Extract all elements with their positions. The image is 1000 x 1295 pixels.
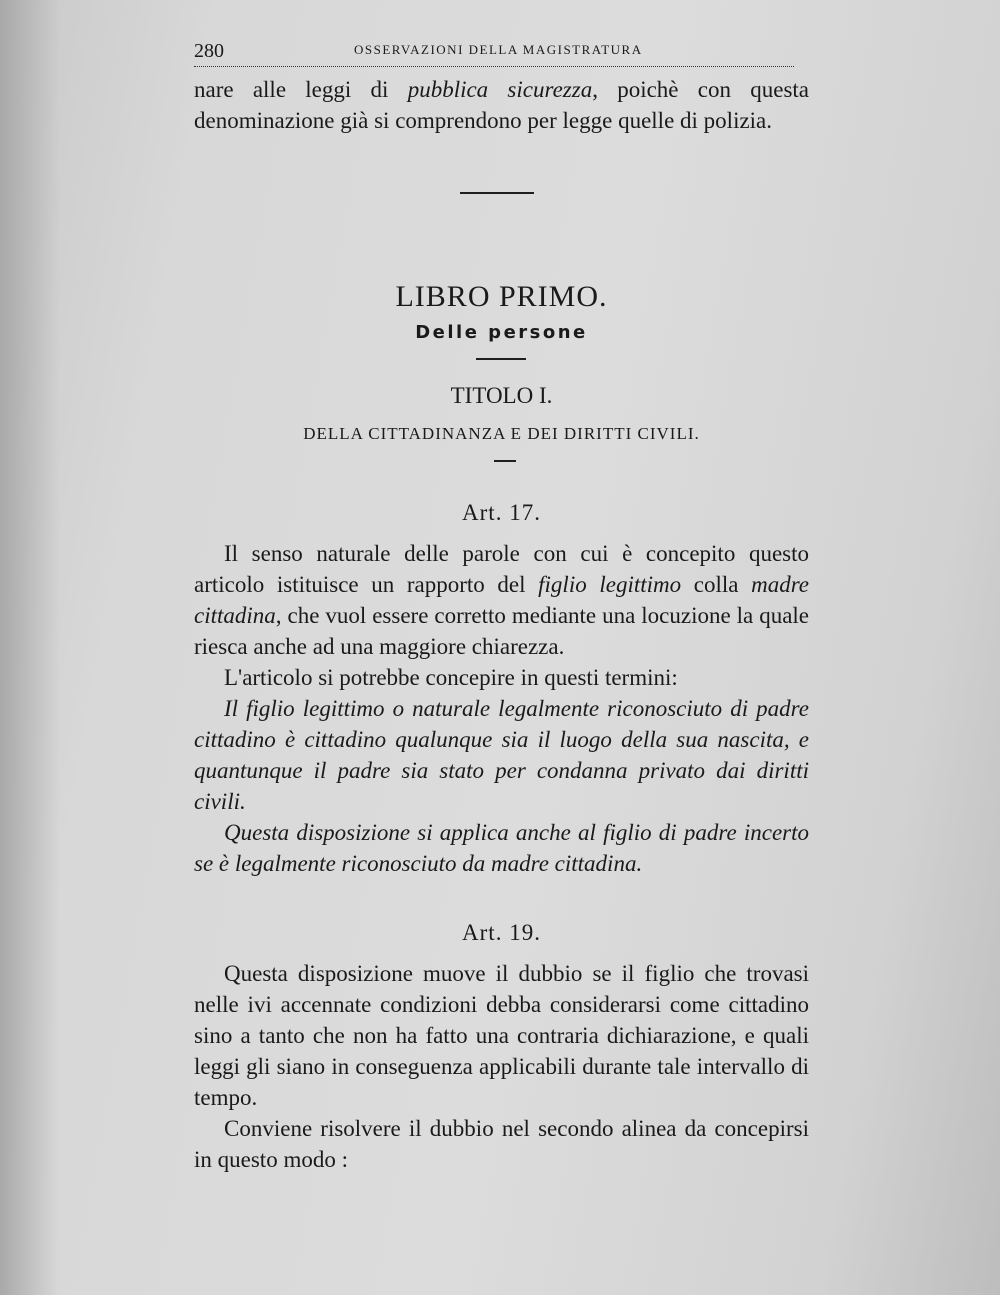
page-number: 280 <box>194 40 224 62</box>
art17-p1-text-c: , che vuol essere corretto mediante una locuzione la quale riesca anche ad una maggiore chiarezza. <box>194 603 809 659</box>
running-header <box>194 36 794 67</box>
intro-text-1: nare alle leggi di <box>194 77 408 102</box>
art17-p1-text-b: colla <box>681 572 752 597</box>
art17-p1-text-a: Il senso naturale delle parole con cui è concepito questo articolo istituisce un rapporto del <box>194 541 809 597</box>
art17-paragraph-2: L'articolo si potrebbe concepire in questi termini: <box>224 665 678 690</box>
book-divider <box>476 358 526 360</box>
intro-italic: pubblica sicurezza <box>407 77 593 102</box>
intro-text-2: , poichè con questa denominazione già si comprendono per legge quelle di polizia. <box>194 77 809 133</box>
art19-paragraph-1: Questa disposizione muove il dubbio se il figlio che trovasi nelle ivi accennate condizioni debba considerarsi come cittadino sino a tanto che non ha fatto una contraria dichiarazione, e quali leggi gli siano in conseguenza applicabili durante tale intervallo di tempo. <box>194 961 809 1110</box>
art19-heading: Art. 19. <box>462 920 541 945</box>
art17-heading: Art. 17. <box>462 500 541 525</box>
book-subtitle: Delle persone <box>415 322 588 343</box>
art19-body <box>194 958 809 1175</box>
art17-p1-italic-2: madre cittadina <box>194 572 809 628</box>
titolo-subtitle: DELLA CITTADINANZA E DEI DIRITTI CIVILI. <box>303 424 700 443</box>
art19-paragraph-2: Conviene risolvere il dubbio nel secondo alinea da concepirsi in questo modo : <box>194 1116 809 1172</box>
titolo-heading: TITOLO I. <box>450 383 553 408</box>
book-title: LIBRO PRIMO. <box>395 280 608 313</box>
intro-paragraph <box>194 74 809 136</box>
art17-paragraph-3: Il figlio legittimo o naturale legalmente riconosciuto di padre cittadino è cittadino qualunque sia il luogo della sua nascita, e quantunque il padre sia stato per condanna privato dai diritti civili. <box>194 696 809 814</box>
running-title: OSSERVAZIONI DELLA MAGISTRATURA <box>354 42 643 57</box>
page-gutter-shadow <box>0 0 60 1295</box>
art17-body <box>194 538 809 879</box>
art17-paragraph-1 <box>194 538 809 662</box>
section-divider <box>460 192 534 194</box>
art17-paragraph-4: Questa disposizione si applica anche al figlio di padre incerto se è legalmente riconosciuto da madre cittadina. <box>194 820 809 876</box>
titolo-divider <box>494 460 516 462</box>
art17-p1-italic-1: figlio legittimo <box>538 572 682 597</box>
